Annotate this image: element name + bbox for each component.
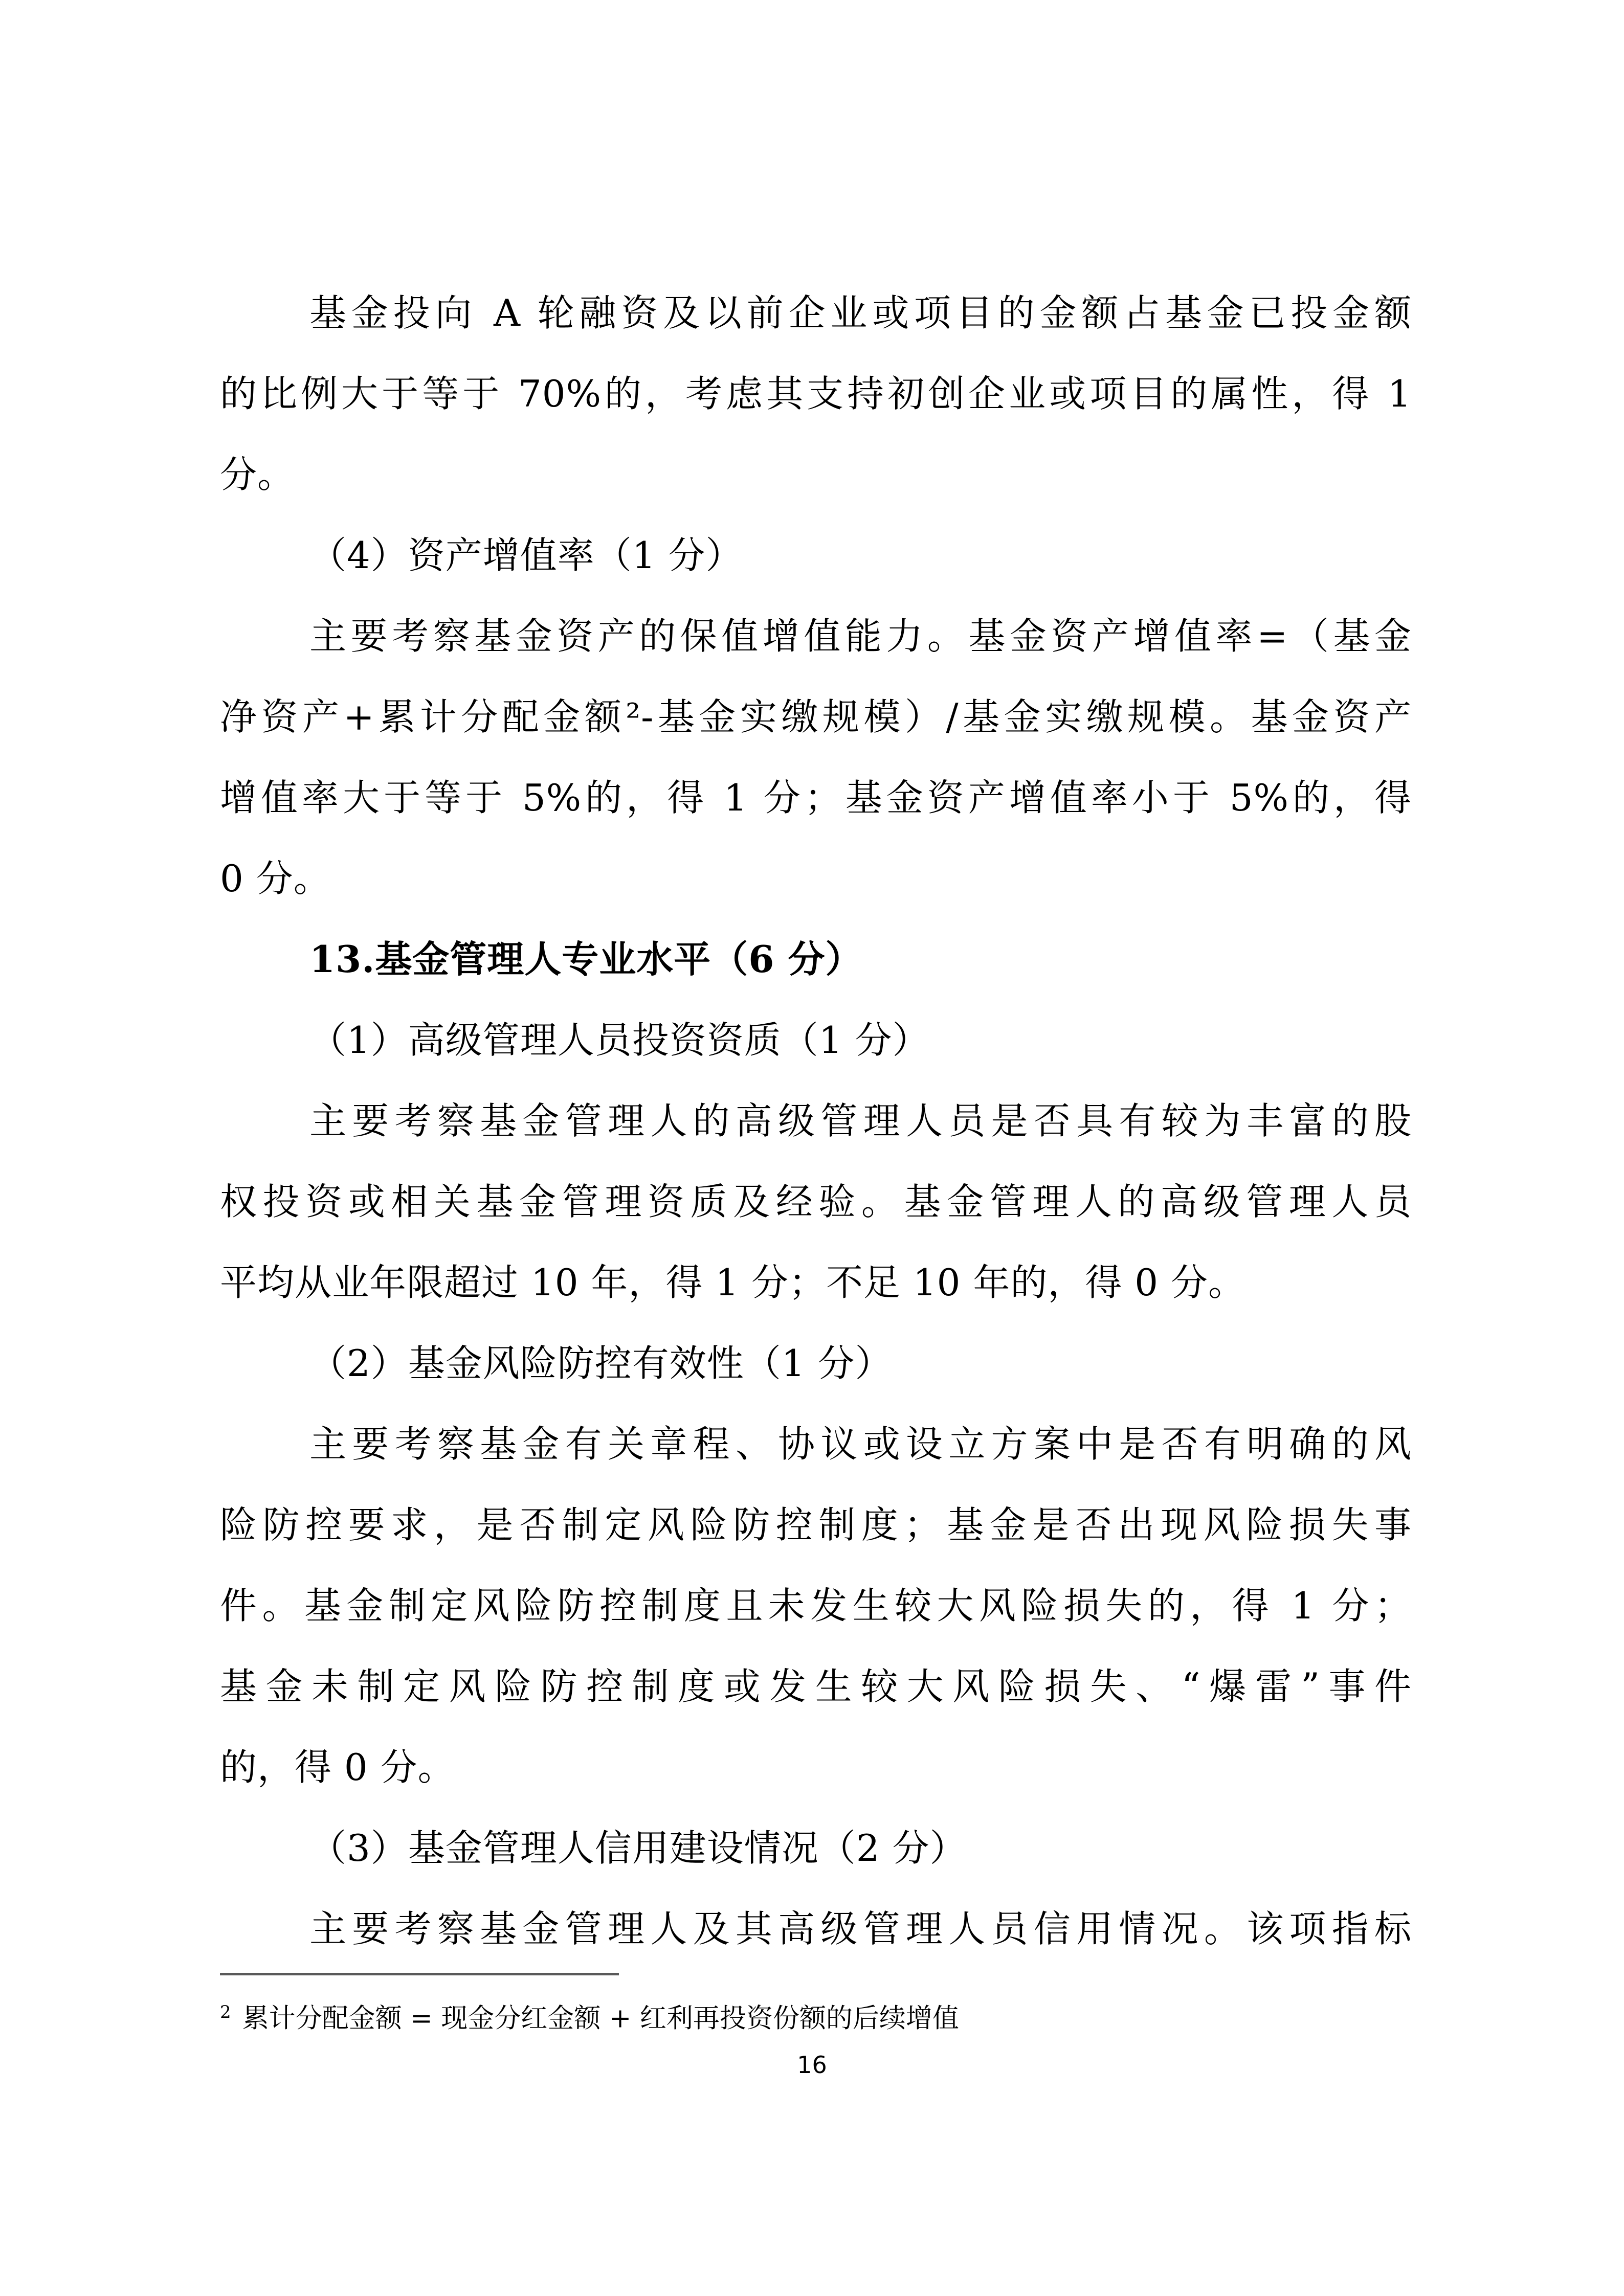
footnote-text: 累计分配金额 = 现金分红金额 + 红利再投资份额的后续增值 xyxy=(242,2003,959,2034)
subhead-risk-control-effectiveness xyxy=(220,1323,1412,1404)
text-line: 主要考察基金资产的保值增值能力。基金资产增值率=（基金 xyxy=(309,615,1412,658)
text-line: 权投资或相关基金管理资质及经验。基金管理人的高级管理人员 xyxy=(220,1180,1412,1223)
subhead-asset-appreciation-rate xyxy=(220,515,1412,596)
text-line: 分。 xyxy=(220,453,295,496)
text-line: 主要考察基金有关章程、协议或设立方案中是否有明确的风 xyxy=(309,1423,1412,1466)
para-senior-management-detail xyxy=(220,1081,1412,1323)
text-line: （3）基金管理人信用建设情况（2 分） xyxy=(309,1827,967,1870)
subhead-credit-construction xyxy=(220,1808,1412,1888)
text-line: （4）资产增值率（1 分） xyxy=(309,534,743,577)
text-line: （1）高级管理人员投资资质（1 分） xyxy=(309,1019,930,1062)
para-risk-control-detail xyxy=(220,1404,1412,1808)
text-line: 基金未制定风险防控制度或发生较大风险损失、“爆雷”事件 xyxy=(220,1665,1412,1708)
text-line: 险防控要求，是否制定风险防控制度；基金是否出现风险损失事 xyxy=(220,1503,1412,1546)
text-line: 0 分。 xyxy=(220,857,331,900)
text-line: 件。基金制定风险防控制度且未发生较大风险损失的，得 1 分； xyxy=(220,1584,1412,1627)
text-line: （2）基金风险防控有效性（1 分） xyxy=(309,1342,893,1385)
body-text-block xyxy=(220,273,1412,1969)
footnote-marker: 2 xyxy=(220,2002,231,2022)
para-credit-construction-detail xyxy=(220,1888,1412,1969)
text-line: 的，得 0 分。 xyxy=(220,1746,455,1789)
page-number: 16 xyxy=(797,2051,827,2079)
text-line: 主要考察基金管理人的高级管理人员是否具有较为丰富的股 xyxy=(309,1099,1412,1142)
text-line: 主要考察基金管理人及其高级管理人员信用情况。该项指标 xyxy=(309,1907,1412,1950)
para-asset-appreciation-detail xyxy=(220,596,1412,919)
section-heading-line: 13.基金管理人专业水平（6 分） xyxy=(309,937,863,981)
text-line: 增值率大于等于 5%的，得 1 分；基金资产增值率小于 5%的，得 xyxy=(220,776,1412,819)
subhead-senior-management-qualification xyxy=(220,1000,1412,1081)
text-line: 基金投向 A 轮融资及以前企业或项目的金额占基金已投金额 xyxy=(309,291,1412,334)
para-a-round-investment xyxy=(220,273,1412,515)
text-line: 净资产+累计分配金额²-基金实缴规模）/基金实缴规模。基金资产 xyxy=(220,695,1412,738)
footnote-separator xyxy=(220,1973,619,1975)
footnote xyxy=(220,1993,959,2037)
text-line: 平均从业年限超过 10 年，得 1 分；不足 10 年的，得 0 分。 xyxy=(220,1261,1245,1304)
text-line: 的比例大于等于 70%的，考虑其支持初创企业或项目的属性，得 1 xyxy=(220,372,1412,415)
heading-13-fund-manager-professional-level xyxy=(220,919,1412,1000)
